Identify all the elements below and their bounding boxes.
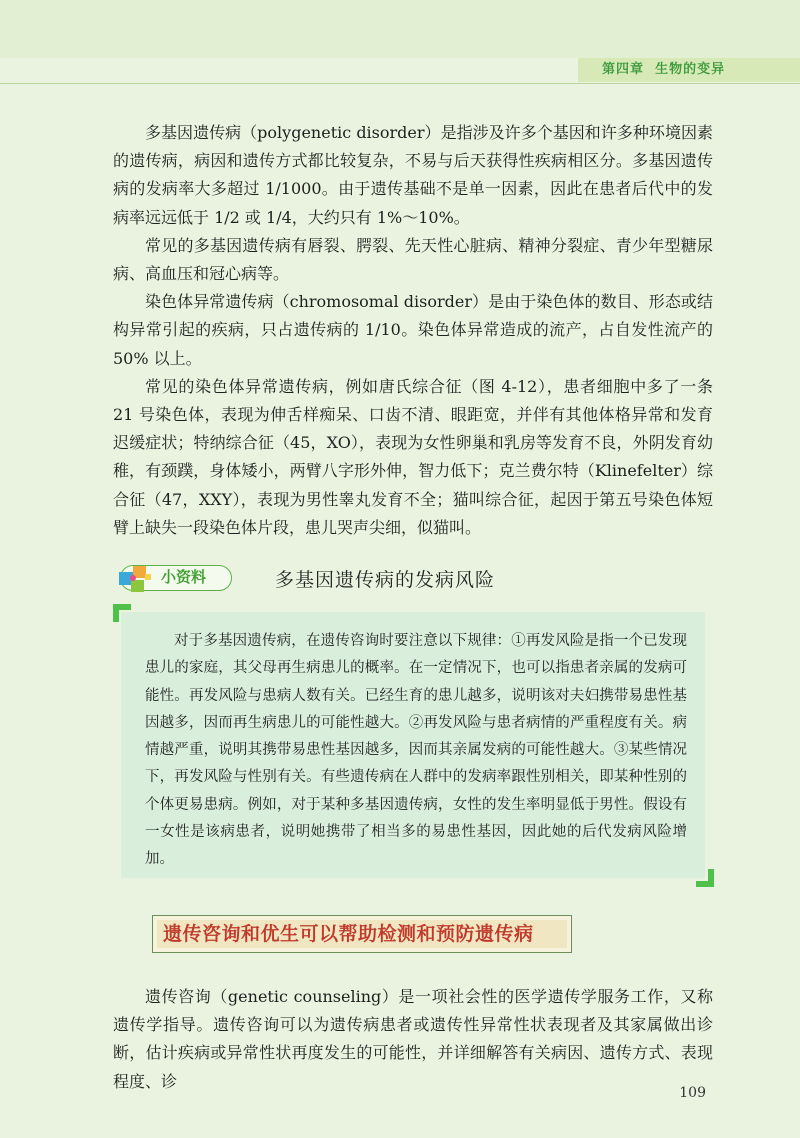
paragraph: 多基因遗传病（polygenetic disorder）是指涉及许多个基因和许多种环境因素的遗传病，病因和遗传方式都比较复杂，不易与后天获得性疾病相区分。多基因遗传病的发病率大多超过 1/1000。由于遗传基础不是单一因素，因此在患者后代中的发病率远远低于 1/2 或 1/4，大约只有 1%～10%。 [113,123,713,227]
infobox-text: 对于多基因遗传病，在遗传咨询时要注意以下规律：①再发风险是指一个已发现患儿的家庭，其父母再生病患儿的概率。在一定情况下，也可以指患者亲属的发病可能性。再发风险与患病人数有关。已经生育的患儿越多，说明该对夫妇携带易患性基因越多，因而再生病患儿的可能性越大。②再发风险与患者病情的严重程度有关。病情越严重，说明其携带易患性基因越多，因而其亲属发病的可能性越大。③某些情况下，再发风险与性别有关。有些遗传病在人群中的发病率跟性别相关，即某种性别的个体更易患病。例如，对于某种多基因遗传病，女性的发生率明显低于男性。假设有一女性是该病患者，说明她携带了相当多的易患性基因，因此她的后代发病风险增加。 [145,633,687,868]
body-text-upper [113,119,713,542]
chapter-title: 生物的变异 [655,62,726,77]
paragraph: 常见的染色体异常遗传病，例如唐氏综合征（图 4-12），患者细胞中多了一条 21 号染色体，表现为伸舌样痴呆、口齿不清、眼距宽，并伴有其他体格异常和发育迟缓症状；特纳综合征（45，XO），表现为女性卵巢和乳房等发育不良，外阴发育幼稚，有颈蹼，身体矮小，两臂八字形外伸，智力低下；克兰费尔特（Klinefelter）综合征（47，XXY），表现为男性睾丸发育不全；猫叫综合征，起因于第五号染色体短臂上缺失一段染色体片段，患儿哭声尖细，似猫叫。 [113,376,713,537]
infobox-header [118,553,718,599]
paragraph: 遗传咨询（genetic counseling）是一项社会性的医学遗传学服务工作，又称遗传学指导。遗传咨询可以为遗传病患者或遗传性异常性状表现者及其家属做出诊断，估计疾病或异常性状再度发生的可能性，并详细解答有关病因、遗传方式、表现程度、诊 [113,987,713,1091]
infobox-corner-bottom-right [696,869,714,887]
section-heading: 遗传咨询和优生可以帮助检测和预防遗传病 [157,920,567,948]
paragraph: 染色体异常遗传病（chromosomal disorder）是由于染色体的数目、形态或结构异常引起的疾病，只占遗传病的 1/10。染色体异常造成的流产，占自发性流产的 50% 以上。 [113,292,713,368]
infobox-badge-label: 小资料 [161,568,207,586]
paragraph: 常见的多基因遗传病有唇裂、腭裂、先天性心脏病、精神分裂症、青少年型糖尿病、高血压和冠心病等。 [113,235,713,284]
puzzle-icon [117,562,155,596]
page-number: 109 [679,1085,706,1101]
chapter-number: 第四章 [602,62,645,77]
infobox-badge [120,565,232,591]
infobox-title: 多基因遗传病的发病风险 [275,569,496,591]
body-text-lower [113,983,713,1096]
chapter-header [578,58,800,82]
header-divider [0,83,800,84]
header-band [0,0,800,58]
section-heading-box [152,915,572,953]
